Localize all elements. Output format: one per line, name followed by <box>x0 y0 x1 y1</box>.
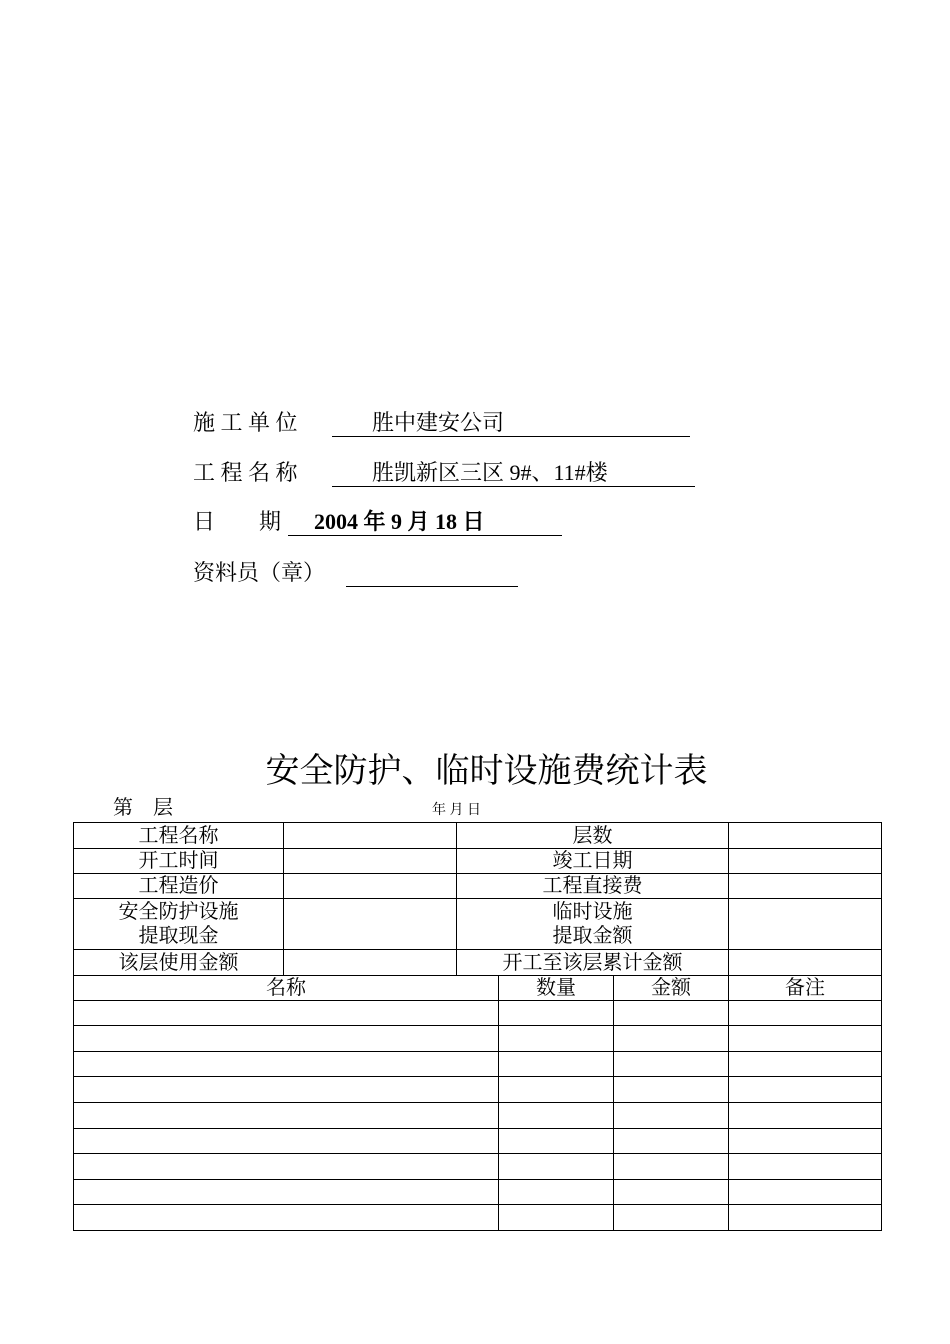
info-label-cell: 工程造价 <box>74 874 284 899</box>
item-amount-cell <box>614 1001 729 1026</box>
item-amount-cell <box>614 1103 729 1129</box>
item-row <box>74 1205 882 1231</box>
date-value: 2004 年 9 月 18 日 <box>288 507 562 536</box>
item-quantity-cell <box>499 1129 614 1154</box>
info-row <box>74 823 882 849</box>
item-remark-cell <box>729 1026 882 1052</box>
item-remark-cell <box>729 1180 882 1205</box>
item-quantity-cell <box>499 1103 614 1129</box>
item-row <box>74 1052 882 1077</box>
project-name-value: 胜凯新区三区 9#、11#楼 <box>332 458 695 487</box>
construction-unit-line <box>193 408 753 438</box>
info-label-cell: 开工至该层累计金额 <box>457 950 729 976</box>
info-value-cell <box>729 823 882 849</box>
item-row <box>74 1180 882 1205</box>
item-quantity-cell <box>499 1205 614 1231</box>
info-row <box>74 874 882 899</box>
item-amount-cell <box>614 1180 729 1205</box>
header-remark: 备注 <box>729 976 882 1001</box>
statistics-table <box>73 822 882 1231</box>
construction-unit-label: 施 工 单 位 <box>193 410 298 435</box>
item-row <box>74 1077 882 1103</box>
item-quantity-cell <box>499 1180 614 1205</box>
item-quantity-cell <box>499 1026 614 1052</box>
info-value-cell <box>284 849 457 874</box>
item-quantity-cell <box>499 1052 614 1077</box>
archivist-line <box>193 558 753 588</box>
item-remark-cell <box>729 1077 882 1103</box>
info-value-cell <box>284 950 457 976</box>
item-quantity-cell <box>499 1077 614 1103</box>
info-label-cell: 开工时间 <box>74 849 284 874</box>
floor-label: 第 层 <box>113 797 173 819</box>
info-row <box>74 849 882 874</box>
info-value-cell <box>729 950 882 976</box>
item-row <box>74 1001 882 1026</box>
header-name: 名称 <box>74 976 499 1001</box>
item-name-cell <box>74 1129 499 1154</box>
item-quantity-cell <box>499 1001 614 1026</box>
item-name-cell <box>74 1001 499 1026</box>
item-row <box>74 1026 882 1052</box>
item-row <box>74 1129 882 1154</box>
item-remark-cell <box>729 1052 882 1077</box>
info-value-cell <box>284 823 457 849</box>
info-label-cell: 工程名称 <box>74 823 284 849</box>
header-amount: 金额 <box>614 976 729 1001</box>
info-label-cell: 层数 <box>457 823 729 849</box>
archivist-label: 资料员（章） <box>193 560 326 585</box>
info-label-cell: 工程直接费 <box>457 874 729 899</box>
item-amount-cell <box>614 1077 729 1103</box>
item-remark-cell <box>729 1103 882 1129</box>
date-label-cover: 日 期 <box>193 509 282 534</box>
item-name-cell <box>74 1077 499 1103</box>
item-amount-cell <box>614 1205 729 1231</box>
info-label-cell: 竣工日期 <box>457 849 729 874</box>
form-date-label: 年 月 日 <box>432 803 481 818</box>
items-header-row <box>74 976 882 1001</box>
info-label-cell: 安全防护设施 提取现金 <box>74 899 284 950</box>
info-label-cell: 临时设施 提取金额 <box>457 899 729 950</box>
item-row <box>74 1154 882 1180</box>
info-value-cell <box>729 899 882 950</box>
info-value-cell <box>284 899 457 950</box>
item-name-cell <box>74 1205 499 1231</box>
info-value-cell <box>729 874 882 899</box>
item-quantity-cell <box>499 1154 614 1180</box>
item-amount-cell <box>614 1129 729 1154</box>
item-name-cell <box>74 1052 499 1077</box>
item-name-cell <box>74 1180 499 1205</box>
header-quantity: 数量 <box>499 976 614 1001</box>
archivist-signature-blank <box>346 558 518 587</box>
info-row <box>74 950 882 976</box>
item-name-cell <box>74 1103 499 1129</box>
item-remark-cell <box>729 1205 882 1231</box>
item-name-cell <box>74 1154 499 1180</box>
date-line <box>193 507 753 537</box>
item-amount-cell <box>614 1052 729 1077</box>
item-remark-cell <box>729 1001 882 1026</box>
project-name-label: 工 程 名 称 <box>193 460 298 485</box>
info-row <box>74 899 882 950</box>
info-label-cell: 该层使用金额 <box>74 950 284 976</box>
item-amount-cell <box>614 1154 729 1180</box>
item-remark-cell <box>729 1154 882 1180</box>
item-name-cell <box>74 1026 499 1052</box>
project-name-line <box>193 458 753 488</box>
info-value-cell <box>284 874 457 899</box>
form-title: 安全防护、临时设施费统计表 <box>265 753 708 790</box>
item-row <box>74 1103 882 1129</box>
item-remark-cell <box>729 1129 882 1154</box>
construction-unit-value: 胜中建安公司 <box>332 408 690 437</box>
item-amount-cell <box>614 1026 729 1052</box>
info-value-cell <box>729 849 882 874</box>
